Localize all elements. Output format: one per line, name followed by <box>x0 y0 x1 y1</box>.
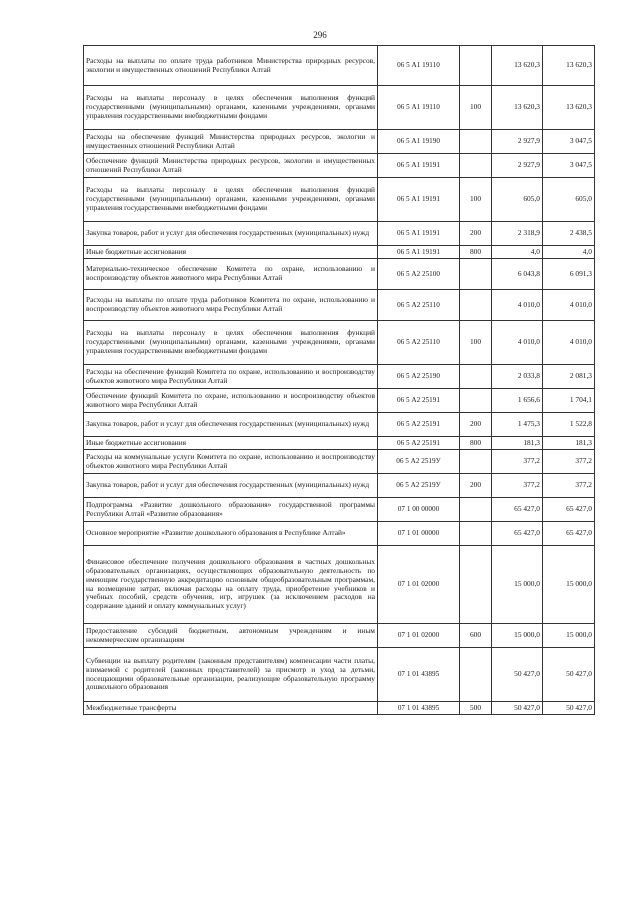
amount-year2-cell: 377,2 <box>543 450 595 474</box>
amount-year2-cell: 4,0 <box>543 246 595 259</box>
target-article-code-cell: 07 1 01 43895 <box>378 648 460 702</box>
amount-year1-cell: 4 010,0 <box>492 290 543 321</box>
amount-year2-cell: 6 091,3 <box>543 259 595 290</box>
expense-name-cell: Субвенции на выплату родителям (законным представителям) компенсации части платы, взимаемой с родителей (законных представителей) за присмотр и уход за детьми, посещающими образовательные организации, реализующие образовательную программу дошкольного образования <box>84 648 378 702</box>
budget-table-body <box>84 46 595 715</box>
amount-year1-cell: 2 033,8 <box>492 365 543 389</box>
amount-year1-cell: 50 427,0 <box>492 648 543 702</box>
expense-type-code-cell <box>460 46 492 86</box>
target-article-code-cell: 07 1 01 02000 <box>378 624 460 648</box>
table-row <box>84 389 595 413</box>
target-article-code-cell: 07 1 01 00000 <box>378 522 460 546</box>
amount-year1-cell: 2 927,9 <box>492 130 543 154</box>
expense-name-cell: Расходы на выплаты персоналу в целях обеспечения выполнения функций государственными (муниципальными) органами, казенными учреждениями, органами управления государственными внебюджетными фондами <box>84 321 378 365</box>
target-article-code-cell: 06 5 А2 25110 <box>378 321 460 365</box>
table-row <box>84 546 595 624</box>
amount-year2-cell: 2 081,3 <box>543 365 595 389</box>
expense-name-cell: Обеспечение функций Министерства природных ресурсов, экологии и имущественных отношений Республики Алтай <box>84 154 378 178</box>
expense-type-code-cell: 800 <box>460 246 492 259</box>
target-article-code-cell: 06 5 А2 25110 <box>378 290 460 321</box>
amount-year2-cell: 13 620,3 <box>543 86 595 130</box>
target-article-code-cell: 06 5 А1 19191 <box>378 222 460 246</box>
target-article-code-cell: 06 5 А2 25191 <box>378 437 460 450</box>
expense-name-cell: Иные бюджетные ассигнования <box>84 437 378 450</box>
target-article-code-cell: 06 5 А2 25191 <box>378 389 460 413</box>
expense-type-code-cell <box>460 546 492 624</box>
expense-name-cell: Закупка товаров, работ и услуг для обеспечения государственных (муниципальных) нужд <box>84 413 378 437</box>
amount-year2-cell: 13 620,3 <box>543 46 595 86</box>
page-number: 296 <box>313 30 327 40</box>
expense-type-code-cell <box>460 648 492 702</box>
expense-type-code-cell <box>460 259 492 290</box>
table-row <box>84 259 595 290</box>
amount-year2-cell: 15 000,0 <box>543 546 595 624</box>
amount-year2-cell: 377,2 <box>543 474 595 498</box>
table-row <box>84 290 595 321</box>
expense-name-cell: Закупка товаров, работ и услуг для обеспечения государственных (муниципальных) нужд <box>84 474 378 498</box>
expense-name-cell: Расходы на обеспечение функций Комитета по охране, использованию и воспроизводству объектов животного мира Республики Алтай <box>84 365 378 389</box>
budget-table <box>83 45 595 715</box>
expense-name-cell: Обеспечение функций Комитета по охране, использованию и воспроизводству объектов животного мира Республики Алтай <box>84 389 378 413</box>
amount-year2-cell: 50 427,0 <box>543 648 595 702</box>
expense-type-code-cell: 200 <box>460 413 492 437</box>
amount-year1-cell: 4,0 <box>492 246 543 259</box>
amount-year1-cell: 13 620,3 <box>492 86 543 130</box>
target-article-code-cell: 07 1 01 02000 <box>378 546 460 624</box>
expense-name-cell: Предоставление субсидий бюджетным, автономным учреждениям и иным некоммерческим организациям <box>84 624 378 648</box>
amount-year1-cell: 50 427,0 <box>492 702 543 715</box>
expense-name-cell: Расходы на выплаты персоналу в целях обеспечения выполнения функций государственными (муниципальными) органами, казенными учреждениями, органами управления государственными внебюджетными фондами <box>84 178 378 222</box>
table-row <box>84 648 595 702</box>
amount-year2-cell: 65 427,0 <box>543 498 595 522</box>
amount-year1-cell: 1 656,6 <box>492 389 543 413</box>
amount-year1-cell: 13 620,3 <box>492 46 543 86</box>
amount-year2-cell: 50 427,0 <box>543 702 595 715</box>
amount-year2-cell: 1 522,8 <box>543 413 595 437</box>
expense-name-cell: Закупка товаров, работ и услуг для обеспечения государственных (муниципальных) нужд <box>84 222 378 246</box>
expense-name-cell: Материально-техническое обеспечение Комитета по охране, использованию и воспроизводству объектов животного мира Республики Алтай <box>84 259 378 290</box>
amount-year1-cell: 6 043,8 <box>492 259 543 290</box>
expense-name-cell: Межбюджетные трансферты <box>84 702 378 715</box>
expense-name-cell: Иные бюджетные ассигнования <box>84 246 378 259</box>
expense-name-cell: Расходы на выплаты по оплате труда работников Комитета по охране, использованию и воспроизводству объектов животного мира Республики Алтай <box>84 290 378 321</box>
amount-year1-cell: 377,2 <box>492 450 543 474</box>
expense-name-cell: Расходы на обеспечение функций Министерства природных ресурсов, экологии и имущественных отношений Республики Алтай <box>84 130 378 154</box>
table-row <box>84 321 595 365</box>
amount-year1-cell: 65 427,0 <box>492 522 543 546</box>
amount-year2-cell: 605,0 <box>543 178 595 222</box>
expense-type-code-cell <box>460 522 492 546</box>
expense-name-cell: Расходы на коммунальные услуги Комитета по охране, использованию и воспроизводству объектов животного мира Республики Алтай <box>84 450 378 474</box>
amount-year1-cell: 2 318,9 <box>492 222 543 246</box>
table-row <box>84 437 595 450</box>
table-row <box>84 178 595 222</box>
expense-type-code-cell <box>460 498 492 522</box>
table-row <box>84 702 595 715</box>
table-row <box>84 246 595 259</box>
target-article-code-cell: 06 5 А2 2519У <box>378 450 460 474</box>
amount-year1-cell: 1 475,3 <box>492 413 543 437</box>
expense-type-code-cell: 800 <box>460 437 492 450</box>
target-article-code-cell: 06 5 А1 19191 <box>378 154 460 178</box>
expense-type-code-cell: 500 <box>460 702 492 715</box>
amount-year1-cell: 15 000,0 <box>492 546 543 624</box>
target-article-code-cell: 06 5 А1 19191 <box>378 246 460 259</box>
amount-year1-cell: 65 427,0 <box>492 498 543 522</box>
target-article-code-cell: 07 1 01 43895 <box>378 702 460 715</box>
expense-type-code-cell: 100 <box>460 178 492 222</box>
target-article-code-cell: 06 5 А1 19110 <box>378 86 460 130</box>
expense-type-code-cell <box>460 365 492 389</box>
amount-year1-cell: 605,0 <box>492 178 543 222</box>
target-article-code-cell: 06 5 А2 25100 <box>378 259 460 290</box>
amount-year1-cell: 15 000,0 <box>492 624 543 648</box>
expense-name-cell: Расходы на выплаты по оплате труда работников Министерства природных ресурсов, экологии и имущественных отношений Республики Алтай <box>84 46 378 86</box>
expense-type-code-cell: 600 <box>460 624 492 648</box>
amount-year1-cell: 377,2 <box>492 474 543 498</box>
amount-year2-cell: 4 010,0 <box>543 290 595 321</box>
table-row <box>84 474 595 498</box>
table-row <box>84 222 595 246</box>
target-article-code-cell: 06 5 А1 19191 <box>378 178 460 222</box>
table-row <box>84 46 595 86</box>
amount-year2-cell: 4 010,0 <box>543 321 595 365</box>
expense-name-cell: Финансовое обеспечение получения дошкольного образования в частных дошкольных образовательных организациях, осуществляющих образовательную деятельность по имеющим государственную аккредитацию основным общеобразовательным программам, на возмещение затрат, включая расходы на оплату труда, приобретение учебников и учебных пособий, средств обучения, игр, игрушек (за исключением расходов на содержание зданий и оплату коммунальных услуг) <box>84 546 378 624</box>
target-article-code-cell: 06 5 А2 25191 <box>378 413 460 437</box>
expense-type-code-cell: 200 <box>460 474 492 498</box>
expense-type-code-cell <box>460 130 492 154</box>
table-row <box>84 522 595 546</box>
amount-year2-cell: 65 427,0 <box>543 522 595 546</box>
table-row <box>84 130 595 154</box>
table-row <box>84 624 595 648</box>
amount-year2-cell: 2 438,5 <box>543 222 595 246</box>
target-article-code-cell: 06 5 А2 2519У <box>378 474 460 498</box>
table-row <box>84 86 595 130</box>
expense-type-code-cell: 100 <box>460 321 492 365</box>
table-row <box>84 154 595 178</box>
amount-year2-cell: 181,3 <box>543 437 595 450</box>
expense-name-cell: Расходы на выплаты персоналу в целях обеспечения выполнения функций государственными (муниципальными) органами, казенными учреждениями, органами управления государственными внебюджетными фондами <box>84 86 378 130</box>
amount-year2-cell: 3 047,5 <box>543 130 595 154</box>
amount-year2-cell: 15 000,0 <box>543 624 595 648</box>
target-article-code-cell: 06 5 А2 25190 <box>378 365 460 389</box>
expense-type-code-cell <box>460 290 492 321</box>
expense-name-cell: Подпрограмма «Развитие дошкольного образования» государственной программы Республики Алтай «Развитие образования» <box>84 498 378 522</box>
amount-year2-cell: 3 047,5 <box>543 154 595 178</box>
expense-type-code-cell <box>460 450 492 474</box>
amount-year1-cell: 2 927,9 <box>492 154 543 178</box>
target-article-code-cell: 06 5 А1 19110 <box>378 46 460 86</box>
expense-name-cell: Основное мероприятие «Развитие дошкольного образования в Республике Алтай» <box>84 522 378 546</box>
target-article-code-cell: 07 1 00 00000 <box>378 498 460 522</box>
expense-type-code-cell: 200 <box>460 222 492 246</box>
amount-year1-cell: 4 010,0 <box>492 321 543 365</box>
expense-type-code-cell: 100 <box>460 86 492 130</box>
amount-year2-cell: 1 704,1 <box>543 389 595 413</box>
table-row <box>84 413 595 437</box>
amount-year1-cell: 181,3 <box>492 437 543 450</box>
target-article-code-cell: 06 5 А1 19190 <box>378 130 460 154</box>
expense-type-code-cell <box>460 389 492 413</box>
expense-type-code-cell <box>460 154 492 178</box>
table-row <box>84 450 595 474</box>
table-row <box>84 498 595 522</box>
table-row <box>84 365 595 389</box>
